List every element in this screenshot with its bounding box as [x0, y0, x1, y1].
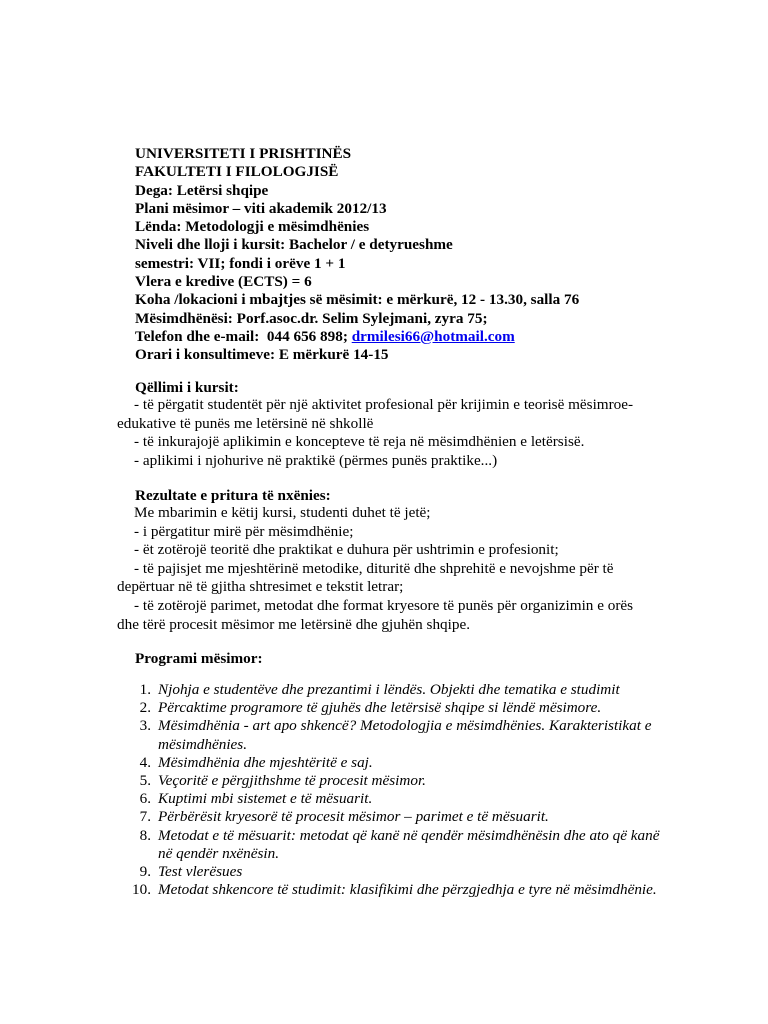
program-item: [110, 717, 670, 753]
program-item-text: Metodat shkencore të studimit: klasifikimi dhe përzgjedhja e tyre në mësimdhënie.: [158, 881, 657, 899]
goal-item: - të përgatit studentët për një aktivitet profesional për krijimin e teorisë mësimroe-edukative të punës me letërsinë në shkollë: [117, 396, 634, 432]
outcome-item: - të pajisjet me mjeshtërinë metodike, dituritë dhe shprehitë e nevojshme për të depërtuar në të gjitha shtresimet e tekstit letrar;: [117, 559, 614, 596]
level-line: Niveli dhe lloji i kursit: Bachelor / e detyrueshme: [135, 236, 453, 254]
program-item-number: 10.: [132, 881, 151, 899]
program-item-number: 4.: [139, 753, 151, 771]
email-link[interactable]: drmilesi66@hotmail.com: [351, 327, 515, 345]
outcomes-title: Rezultate e pritura të nxënies:: [135, 487, 331, 504]
program-item: [110, 790, 670, 808]
program-item: [110, 863, 670, 881]
faculty-name: FAKULTETI I FILOLOGJISË: [135, 163, 339, 181]
program-item-text: Mësimdhënia - art apo shkencë? Metodologjia e mësimdhënies. Karakteristikat e mësimdhënies.: [158, 717, 652, 753]
program-item: [110, 827, 670, 863]
program-item-number: 3.: [139, 717, 151, 735]
outcomes-intro: Me mbarimin e këtij kursi, studenti duhet të jetë;: [134, 504, 431, 521]
goal-item: - aplikimi i njohurive në praktikë (përmes punës praktike...): [134, 451, 498, 469]
semester-line: semestri: VII; fondi i orëve 1 + 1: [135, 254, 346, 272]
program-item-text: Përbërësit kryesorë të procesit mësimor – parimet e të mësuarit.: [158, 808, 549, 826]
program-item-number: 5.: [139, 772, 151, 790]
outcomes-list: [117, 504, 637, 634]
program-title: Programi mësimor:: [135, 650, 263, 667]
university-name: UNIVERSITETI I PRISHTINËS: [135, 145, 352, 162]
program-item-text: Përcaktime programore të gjuhës dhe letërsisë shqipe si lëndë mësimore.: [158, 699, 602, 717]
program-item: [110, 772, 670, 790]
program-item: [110, 808, 670, 826]
phone-label: Telefon dhe e-mail: 044 656 898;: [135, 327, 352, 345]
program-item: [110, 881, 670, 899]
program-item-number: 9.: [139, 863, 151, 881]
consultations-line: Orari i konsultimeve: E mërkurë 14-15: [135, 346, 389, 364]
program-item-text: Metodat e të mësuarit: metodat që kanë në qendër mësimdhënësin dhe ato që kanë në qendër nxënësin.: [158, 826, 660, 862]
program-list: [110, 681, 670, 899]
teacher-line: Mësimdhënësi: Porf.asoc.dr. Selim Sylejmani, zyra 75;: [135, 309, 488, 327]
program-item: [110, 681, 670, 699]
credits-line: Vlera e kredive (ECTS) = 6: [135, 273, 312, 291]
department-line: Dega: Letërsi shqipe: [135, 181, 269, 199]
subject-line: Lënda: Metodologji e mësimdhënies: [135, 218, 370, 236]
outcome-item: - ët zotërojë teoritë dhe praktikat e duhura për ushtrimin e profesionit;: [134, 541, 559, 559]
program-item: [110, 699, 670, 717]
program-item-number: 1.: [139, 681, 151, 698]
outcome-item: - të zotërojë parimet, metodat dhe format kryesore të punës për organizimin e orës dhe tërë procesit mësimor me letërsinë dhe gjuhën shqipe.: [117, 596, 634, 633]
plan-line: Plani mësimor – viti akademik 2012/13: [135, 199, 387, 217]
program-item-number: 8.: [139, 826, 151, 844]
course-header: [135, 145, 579, 365]
outcome-item: - i përgatitur mirë për mësimdhënie;: [134, 522, 354, 540]
goal-title: Qëllimi i kursit:: [135, 379, 239, 396]
program-item-text: Mësimdhënia dhe mjeshtëritë e saj.: [158, 753, 373, 771]
goal-list: [117, 396, 637, 470]
program-item-text: Veçoritë e përgjithshme të procesit mësimor.: [158, 772, 426, 790]
contact-line: [135, 328, 579, 346]
program-item-text: Test vlerësues: [158, 863, 243, 881]
program-item-text: Njohja e studentëve dhe prezantimi i lëndës. Objekti dhe tematika e studimit: [158, 681, 620, 698]
program-item-number: 2.: [139, 699, 151, 717]
program-item-text: Kuptimi mbi sistemet e të mësuarit.: [158, 790, 373, 808]
program-item-number: 7.: [139, 808, 151, 826]
goal-item: - të inkurajojë aplikimin e koncepteve të reja në mësimdhënien e letërsisë.: [134, 433, 585, 451]
program-item: [110, 754, 670, 772]
time-location-line: Koha /lokacioni i mbajtjes së mësimit: e mërkurë, 12 - 13.30, salla 76: [135, 291, 580, 309]
program-item-number: 6.: [139, 790, 151, 808]
